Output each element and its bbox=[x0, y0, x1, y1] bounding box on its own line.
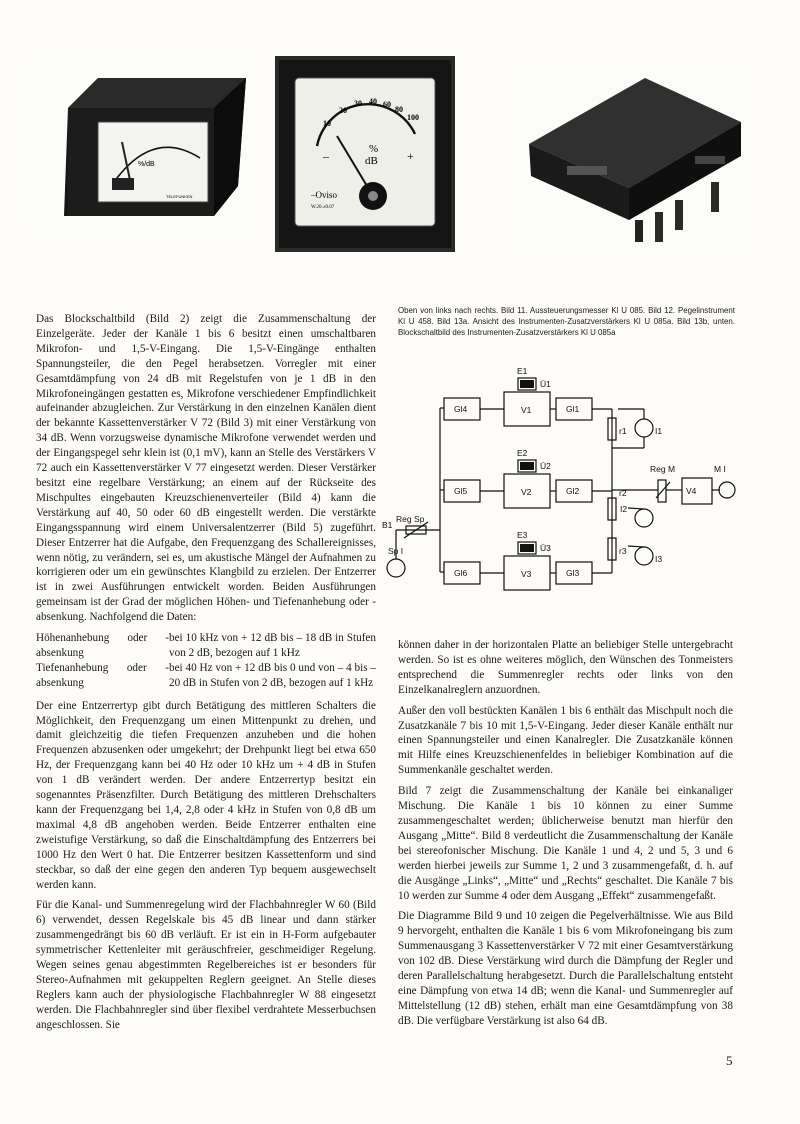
meter2-unit-percent: % bbox=[369, 143, 379, 155]
label-gl3: Gl3 bbox=[566, 568, 580, 578]
label-mi: M I bbox=[714, 464, 726, 474]
meter1-scale-label: %/dB bbox=[138, 161, 155, 168]
label-i1: I1 bbox=[655, 426, 663, 436]
label-v3: V3 bbox=[521, 569, 532, 579]
label-gl4: Gl4 bbox=[454, 404, 468, 414]
paragraph: Das Blockschaltbild (Bild 2) zeigt die Zusammenschaltung der Einzelgeräte. Jeder der Kanäle 1 bis 6 besitzt einen umschaltbaren Mikrofon- und 1,5-V-Eingang. Die 1,5-V-Eingänge enthalten Spannungsteiler, die den Pegel herabsetzen. Vorregler mit einer Gesamtdämpfung von 24 dB mit Regelstufen von je 1 dB in den Mikrofoneingängen gestatten es, Mikrofone verschiedener Empfindlichkeit aufeinander abzugleichen. Zur Verstärkung in den einzelnen Kanälen dient der bekannte Kassettenverstärker V 72 (Bild 3) mit einer Verstärkung von 34 dB. Wenn vorzugsweise dynamische Mikrofone verwendet werden und der Eingangspegel sehr klein ist (0,1 mV), kann an Stelle des Verstärkers V 72 auch ein Kassettenverstärker V 77 eingesetzt werden. Dieser Verstärker besitzt eine regelbare Verstärkung; an einem auf der Rückseite des Mischpultes eingebauten Kreuzschienenverteiler (Bild 4) kann die Verstärkung auf 40, 50 oder 60 dB eingestellt werden. Die verstärkte Eingangsspannung wird einem Universalentzerrer (Bild 5) zugeführt. Dieser Entzerrer hat die Aufgabe, den Frequenzgang des Schallereignisses, wenn nötig, zu verändern, sei es, um akustische Mängel der Aufnahmen zu korrigieren oder um ein gewünschtes Klangbild zu erzielen. Der Entzerrer ist in zwei Ausführungen entwickelt worden. Beiden Ausführungen gemeinsam ist der Grad der möglichen Höhen- und Tiefenanhebung oder -absenkung. Nachfolgend die Daten: bbox=[36, 313, 376, 624]
photo-zusatzverstaerker bbox=[515, 70, 751, 256]
meter2-scale-1: 20 bbox=[339, 106, 347, 115]
label-u1: Ü1 bbox=[540, 379, 551, 389]
label-u3: Ü3 bbox=[540, 543, 551, 553]
figure-caption: Oben von links nach rechts. Bild 11. Aussteuerungsmesser Kl U 085. Bild 12. Pegelinstrument Kl U 458. Bild 13a. Ansicht des Instrumenten-Zusatzverstärkers Kl U 085a. Bild 13b, unten. Blockschaltbild des Instrumenten-Zusatzverstärkers Kl U 085a bbox=[398, 306, 735, 338]
label-r3: r3 bbox=[619, 546, 627, 556]
label-r1: r1 bbox=[619, 426, 627, 436]
spec-value: bei 40 Hz von + 12 dB bis 0 und von – 4 bis – 20 dB in Stufen von 2 dB, bezogen auf 1 kHz bbox=[169, 661, 376, 689]
meter2-sub: W.20.±0.07 bbox=[311, 205, 335, 210]
label-i3: I3 bbox=[655, 554, 663, 564]
paragraph: Die Diagramme Bild 9 und 10 zeigen die Pegelverhältnisse. Wie aus Bild 9 hervorgeht, enthalten die Kanäle 1 bis 6 vom Mikrofoneingang bis zum Summenausgang 3 Kassettenverstärker V 72 mit einer Gesamtverstärkung von 102 dB. Diese Verstärkung wird durch die Dämpfung der Regler und deren Parallelschaltung herabgesetzt. Durch die Parallelschaltung entsteht eine Dämpfung von etwa 14 dB; wenn die Kanal- und Summenregler auf Mittelstellung (12 dB) stehen, erhält man eine Gesamtdämpfung von 38 dB. Die verfügbare Verstärkung ist also 64 dB. bbox=[398, 910, 733, 1027]
meter2-scale-4: 60 bbox=[383, 100, 391, 109]
label-v4: V4 bbox=[686, 486, 697, 496]
paragraph: können daher in der horizontalen Platte an beliebiger Stelle untergebracht werden. So ist es ohne weiteres möglich, den Wünschen des Tonmeisters entsprechend die Summenregler rechts oder links von den Einzelkanalreglern anzuordnen. bbox=[398, 639, 733, 696]
meter2-scale-5: 80 bbox=[395, 105, 403, 114]
label-v2: V2 bbox=[521, 487, 532, 497]
meter2-brand: –Oviso bbox=[311, 190, 338, 200]
spec-row bbox=[36, 631, 376, 661]
paragraph: Der eine Entzerrertyp gibt durch Betätigung des mittleren Schalters die Möglichkeit, den Frequenzgang um einen Mittenpunkt zu drehen, und damit gleichzeitig die tiefen Frequenzen anzuheben und die hohen Frequenzen abzusenken oder umgekehrt; der Drehpunkt liegt bei etwa 650 Hz, der Frequenzgang kann bei 40 Hz oder 10 kHz um + 4 dB in Stufen von 1 dB verändert werden. Der andere Entzerrertyp besitzt ein sogenanntes Präsenzfilter. Durch Betätigung des mittleren Drehschalters kann der Frequenzgang bei 1,4, 2,8 oder 4 kHz in Stufen von 0,8 dB um maximal 4,8 dB angehoben werden. Beide Entzerrer enthalten eine zweistufige Verstärkung, so daß die Einschaltdämpfung des Entzerrers bei 1000 Hz den Wert 0 hat. Die Entzerrer besitzen Kassettenform und sind steckbar, so daß der eine gegen den anderen Typ bequem ausgewechselt werden kann. bbox=[36, 699, 376, 891]
label-v1: V1 bbox=[521, 405, 532, 415]
page-number: 5 bbox=[726, 1053, 733, 1068]
spec-key: Höhenanhebung oder -absenkung bbox=[36, 632, 169, 659]
label-gl6: Gl6 bbox=[454, 568, 468, 578]
paragraph: Für die Kanal- und Summenregelung wird der Flachbahnregler W 60 (Bild 6) verwendet, dessen Regelskale bis 45 dB linear und dann stärker zusammengedrängt bis 60 dB verläuft. Er ist ein in H-Form aufgebauter symmetrischer Kettenleiter mit geräuschfreier, geschmeidiger Regelung. Wegen seines genau abgestimmten Regelbereiches ist er besonders für Stereo-Aufnahmen mit gekuppelten Reglern geeignet. An Stelle dieses Reglers kann auch der physiologische Flachbahnregler W 88 eingesetzt werden. Die Flachbahnregler sind über flexibel verdrahtete Messerbuchsen angeschlossen. Sie bbox=[36, 899, 376, 1031]
right-column bbox=[398, 638, 733, 1035]
spec-table bbox=[36, 631, 376, 691]
photo-aussteuerungsmesser bbox=[28, 58, 250, 228]
spec-row bbox=[36, 661, 376, 691]
label-e2: E2 bbox=[517, 448, 528, 458]
spec-value: bei 10 kHz von + 12 dB bis – 18 dB in Stufen von 2 dB, bezogen auf 1 kHz bbox=[169, 632, 376, 659]
label-gl2: Gl2 bbox=[566, 486, 580, 496]
label-gl5: Gl5 bbox=[454, 486, 468, 496]
label-b1: B1 bbox=[382, 520, 393, 530]
label-e3: E3 bbox=[517, 530, 528, 540]
label-gl1: Gl1 bbox=[566, 404, 580, 414]
meter2-scale-6: 100 bbox=[407, 113, 419, 122]
block-diagram bbox=[382, 366, 737, 598]
meter1-brand: TELEFUNKEN bbox=[166, 194, 193, 199]
left-column bbox=[36, 312, 376, 1039]
meter2-unit-db: dB bbox=[365, 155, 378, 167]
meter2-plus: + bbox=[407, 149, 414, 163]
meter2-scale-2: 30 bbox=[354, 99, 362, 108]
label-reg-sp: Reg Sp bbox=[396, 514, 425, 524]
label-i2: I2 bbox=[620, 504, 628, 514]
label-r2: r2 bbox=[619, 488, 627, 498]
spec-key: Tiefenanhebung oder -absenkung bbox=[36, 661, 169, 689]
meter2-scale-0: 10 bbox=[323, 119, 331, 128]
paragraph: Bild 7 zeigt die Zusammenschaltung der Kanäle bei einkanaliger Mischung. Die Kanäle 1 bis 10 können zu einer Summe zusammengeschaltet werden; üblicherweise benutzt man hierfür den Ausgang „Mitte“. Bild 8 verdeutlicht die Zusammenschaltung der Kanäle bei stereofonischer Mischung. Die Kanäle 1 und 4, 2 und 5, 3 und 6 werden hierbei jeweils zur Summe 1, 2 und 3 zusammengefaßt, d. h. auf die Ausgänge „Links“, „Mitte“ und „Rechts“ geschaltet. Die Kanäle 7 bis 10 werden zur Summe 4 oder dem Ausgang „Effekt“ zusammengefaßt. bbox=[398, 785, 733, 902]
photo-pegelinstrument bbox=[275, 56, 455, 252]
label-e1: E1 bbox=[517, 366, 528, 376]
meter2-minus: – bbox=[323, 149, 329, 163]
label-reg-m: Reg M bbox=[650, 464, 676, 474]
label-sp-i: Sp I bbox=[388, 546, 404, 556]
label-u2: Ü2 bbox=[540, 461, 551, 471]
paragraph: Außer den voll bestückten Kanälen 1 bis 6 enthält das Mischpult noch die Zusatzkanäle 7 bis 10 mit 1,5-V-Eingang. Jeder dieser Kanäle enthält nur einen Spannungsteiler und einen Kanalregler. Die Zusatzkanäle können mit Hilfe eines Kreuzschienenfeldes in beliebiger Kombination auf die Summenkanäle geschaltet werden. bbox=[398, 704, 733, 777]
meter2-scale-3: 40 bbox=[369, 97, 377, 106]
